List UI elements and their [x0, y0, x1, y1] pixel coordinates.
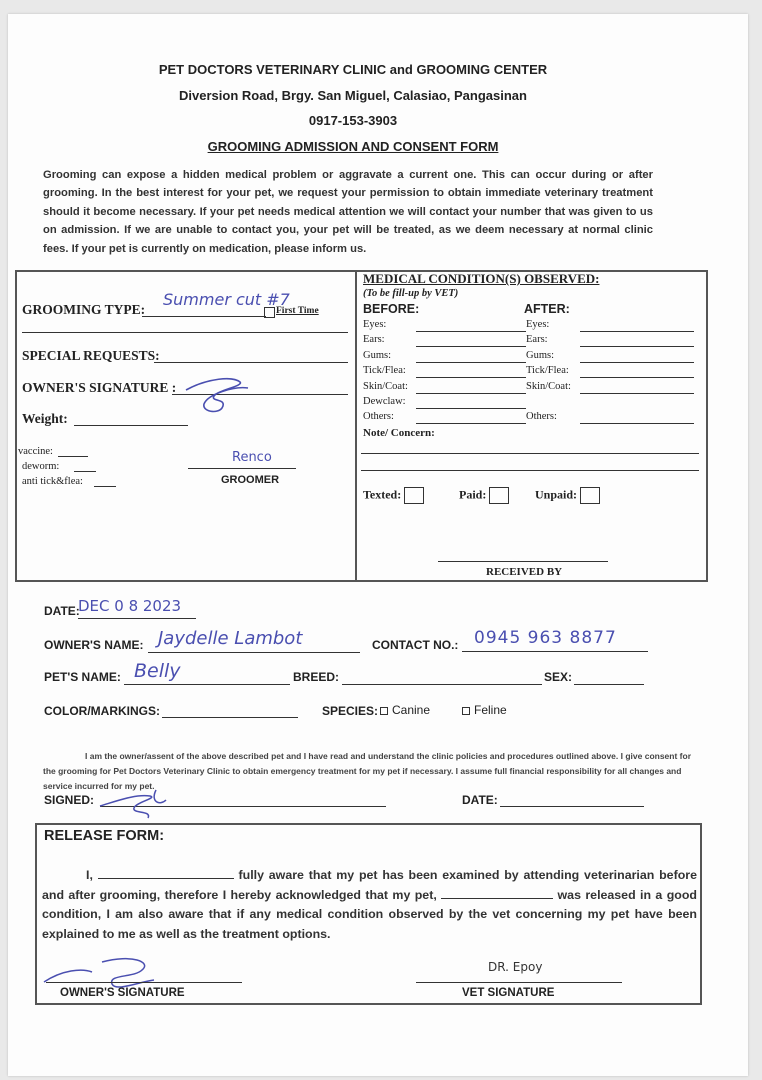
before-item-line[interactable]: [416, 408, 526, 409]
release-owner-blank[interactable]: [98, 866, 234, 879]
contact-value[interactable]: 0945 963 8877: [474, 628, 617, 648]
date-line: [78, 618, 196, 619]
owner-name-value[interactable]: Jaydelle Lambot: [158, 628, 303, 649]
after-item-line[interactable]: [580, 331, 694, 332]
before-item: Others:: [363, 411, 394, 423]
after-item-line[interactable]: [580, 346, 694, 347]
anti-tick-label: anti tick&flea:: [22, 476, 83, 487]
medical-title: MEDICAL CONDITION(S) OBSERVED:: [363, 271, 600, 286]
release-title: RELEASE FORM:: [44, 828, 165, 844]
clinic-phone: 0917-153-3903: [308, 113, 398, 128]
release-paragraph: I, fully aware that my pet has been examined by attending veterinarian before and after grooming, therefore I hereby acknowledged that my pet, was released in a good condition, I am also aware that if any medical condition observed by the vet concerning my pet have been explained to me as well as the treatment options.: [42, 868, 697, 941]
contact-label: CONTACT NO.:: [372, 638, 459, 652]
first-time-label: First Time: [276, 306, 319, 316]
release-pet-blank[interactable]: [441, 886, 553, 899]
canine-checkbox[interactable]: [380, 707, 388, 715]
grooming-extra-line: [22, 332, 348, 333]
before-item: Dewclaw:: [363, 396, 406, 407]
date-value[interactable]: DEC 0 8 2023: [78, 597, 182, 615]
note-label: Note/ Concern:: [363, 427, 435, 439]
canine-label: Canine: [392, 703, 431, 717]
feline-option[interactable]: [462, 703, 507, 717]
grooming-type-value[interactable]: Summer cut #7: [163, 290, 290, 309]
date2-line[interactable]: [500, 806, 644, 807]
unpaid-field: [535, 487, 600, 504]
pet-name-value[interactable]: Belly: [134, 660, 181, 682]
vet-signature-value: DR. Epoy: [488, 960, 543, 974]
pet-name-label: PET'S NAME:: [44, 670, 121, 684]
canine-option[interactable]: [380, 703, 430, 717]
anti-tick-line[interactable]: [94, 486, 116, 487]
after-item-line[interactable]: [580, 393, 694, 394]
consent-paragraph: I am the owner/assent of the above described pet and I have read and understand the clinic policies and procedures outlined above. I give consent for the grooming for Pet Doctors Veterinary Clinic to obtain emergency treatment for my pet if necessary. I assume full financial responsibility for all changes and service incurred for my pet.: [43, 751, 692, 791]
after-item: Eyes:: [526, 319, 550, 330]
before-item-line[interactable]: [416, 393, 526, 394]
signed-label: SIGNED:: [44, 793, 95, 807]
species-label: SPECIES:: [322, 704, 379, 718]
before-item-line[interactable]: [416, 377, 526, 378]
paid-label: Paid:: [459, 487, 487, 502]
form-page: [8, 14, 748, 1076]
pet-name-line: [124, 684, 290, 685]
after-item: Ears:: [526, 334, 548, 346]
grooming-type-line: [142, 316, 266, 317]
note-line-1[interactable]: [361, 453, 699, 454]
groomer-label: GROOMER: [221, 474, 280, 486]
after-item-line[interactable]: [580, 423, 694, 424]
after-label: AFTER:: [524, 302, 570, 316]
received-by-label: RECEIVED BY: [486, 566, 563, 578]
after-item-line[interactable]: [580, 362, 694, 363]
before-item: Tick/Flea:: [363, 365, 406, 377]
before-item-line[interactable]: [416, 423, 526, 424]
feline-label: Feline: [474, 703, 507, 717]
release-owner-signature-line[interactable]: [46, 982, 242, 983]
after-item: Skin/Coat:: [526, 380, 571, 392]
owner-name-line: [148, 652, 360, 653]
paid-checkbox[interactable]: [489, 487, 509, 504]
texted-checkbox[interactable]: [404, 487, 424, 504]
signed-signature-mark: [96, 776, 186, 824]
color-line[interactable]: [162, 717, 298, 718]
first-time-checkbox[interactable]: [264, 305, 275, 323]
unpaid-label: Unpaid:: [535, 487, 578, 502]
owner-name-label: OWNER'S NAME:: [44, 638, 144, 652]
clinic-address: Diversion Road, Brgy. San Miguel, Calasiao, Pangasinan: [179, 88, 527, 103]
grooming-type-label: GROOMING TYPE:: [22, 302, 146, 317]
vet-signature-line[interactable]: [416, 982, 622, 983]
before-item: Gums:: [363, 349, 392, 361]
special-requests-label: SPECIAL REQUESTS:: [22, 348, 160, 363]
intro-paragraph: Grooming can expose a hidden medical problem or aggravate a current one. This can occur during or after grooming. In the best interest for your pet, we request your permission to obtain immediate veterinary treatment should it become necessary. If your pet needs medical attention we will contact your number that was given to us on admission. If we are unable to contact you, your pet will be treated, as we deem necessary at normal clinic fees. If your pet is currently on medication, please inform us.: [43, 169, 653, 255]
deworm-label: deworm:: [22, 461, 60, 472]
owner-signature-mark: [178, 368, 268, 416]
after-item: Gums:: [526, 349, 555, 361]
medical-subtitle: (To be fill-up by VET): [363, 288, 459, 299]
deworm-line[interactable]: [74, 471, 96, 472]
texted-field: [363, 487, 424, 504]
weight-label: Weight:: [22, 411, 68, 426]
before-item-line[interactable]: [416, 331, 526, 332]
after-item-line[interactable]: [580, 377, 694, 378]
after-item: Others:: [526, 411, 557, 423]
date2-label: DATE:: [462, 793, 498, 807]
paid-field: [459, 487, 509, 504]
texted-label: Texted:: [363, 487, 402, 502]
received-by-line[interactable]: [438, 561, 608, 562]
before-item: Ears:: [363, 334, 385, 346]
date-label: DATE:: [44, 604, 80, 618]
groomer-line[interactable]: [188, 468, 296, 469]
sex-label: SEX:: [544, 670, 573, 684]
unpaid-checkbox[interactable]: [580, 487, 600, 504]
contact-line: [462, 651, 648, 652]
breed-line[interactable]: [342, 684, 542, 685]
before-item-line[interactable]: [416, 346, 526, 347]
form-title: GROOMING ADMISSION AND CONSENT FORM: [207, 139, 499, 154]
weight-line[interactable]: [74, 425, 188, 426]
feline-checkbox[interactable]: [462, 707, 470, 715]
box-divider: [355, 270, 357, 580]
breed-label: BREED:: [293, 670, 340, 684]
owner-signature-label: OWNER'S SIGNATURE :: [22, 380, 177, 395]
before-item: Eyes:: [363, 319, 387, 330]
release-owner-signature-label: OWNER'S SIGNATURE: [60, 987, 185, 999]
before-label: BEFORE:: [363, 302, 420, 316]
note-line-2[interactable]: [361, 470, 699, 471]
vet-signature-label: VET SIGNATURE: [462, 987, 555, 999]
sex-line[interactable]: [574, 684, 644, 685]
clinic-name: PET DOCTORS VETERINARY CLINIC and GROOMING CENTER: [158, 62, 548, 77]
after-item: Tick/Flea:: [526, 365, 569, 377]
before-item: Skin/Coat:: [363, 380, 408, 392]
vaccine-label: vaccine:: [18, 446, 53, 457]
before-item-line[interactable]: [416, 362, 526, 363]
vaccine-line[interactable]: [58, 456, 88, 457]
special-requests-line[interactable]: [154, 362, 348, 363]
groomer-value: Renco: [232, 450, 272, 465]
color-label: COLOR/MARKINGS:: [44, 704, 160, 718]
